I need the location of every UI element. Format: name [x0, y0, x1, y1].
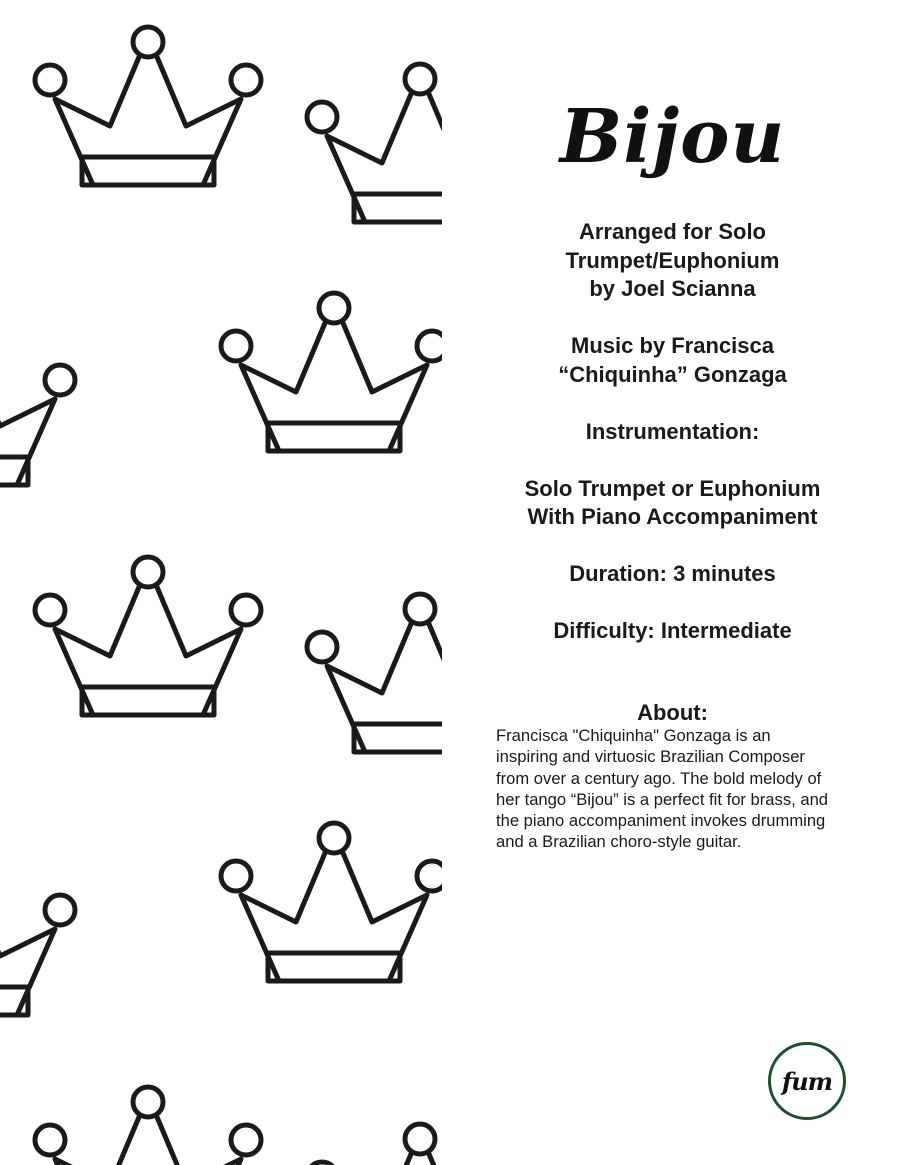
crown-pattern	[0, 0, 442, 1165]
crown-icon	[307, 1124, 442, 1165]
about-line-6: and a Brazilian choro-style guitar.	[496, 832, 742, 852]
crown-icon	[221, 293, 442, 451]
logo-text: fum	[781, 1066, 833, 1096]
crown-icon	[35, 557, 261, 715]
difficulty: Difficulty: Intermediate	[553, 618, 792, 643]
arranged-line-1: Arranged for Solo	[578, 219, 766, 244]
about-line-4: her tango “Bijou” is a perfect fit for brass, and	[496, 789, 829, 809]
arranged-line-2: Trumpet/Euphonium	[565, 247, 780, 273]
music-by	[500, 332, 845, 389]
title-block	[500, 82, 845, 192]
page-title: Bijou	[559, 94, 786, 180]
crown-icon	[0, 327, 75, 485]
publisher-logo	[768, 1042, 846, 1120]
music-by-line-2: “Chiquinha” Gonzaga	[558, 361, 787, 387]
instrumentation	[500, 475, 845, 532]
about-heading: About:	[637, 700, 708, 725]
crown-icon	[35, 1087, 261, 1165]
arranged-line-3: by Joel Scianna	[589, 276, 756, 301]
about-line-1: Francisca "Chiquinha" Gonzaga is an	[496, 726, 771, 745]
instrumentation-line-2: With Piano Accompaniment	[527, 504, 818, 529]
crown-icon	[307, 64, 442, 222]
about-text	[496, 725, 861, 853]
crown-icon	[307, 594, 442, 752]
music-by-line-1: Music by Francisca	[571, 333, 774, 358]
instrumentation-line-1: Solo Trumpet or Euphonium	[524, 475, 821, 501]
about-line-3: from over a century ago. The bold melody of	[496, 768, 822, 788]
piece-info	[500, 218, 845, 674]
crown-pattern-svg	[0, 0, 442, 1165]
instrumentation-label: Instrumentation:	[585, 418, 760, 444]
about-line-2: inspiring and virtuosic Brazilian Composer	[496, 747, 805, 767]
crown-icon	[0, 857, 75, 1015]
arranged-by	[500, 218, 845, 304]
about-line-5: the piano accompaniment invokes drumming	[496, 811, 826, 831]
crown-icon	[35, 27, 261, 185]
crown-icon	[221, 823, 442, 981]
duration: Duration: 3 minutes	[569, 561, 776, 586]
